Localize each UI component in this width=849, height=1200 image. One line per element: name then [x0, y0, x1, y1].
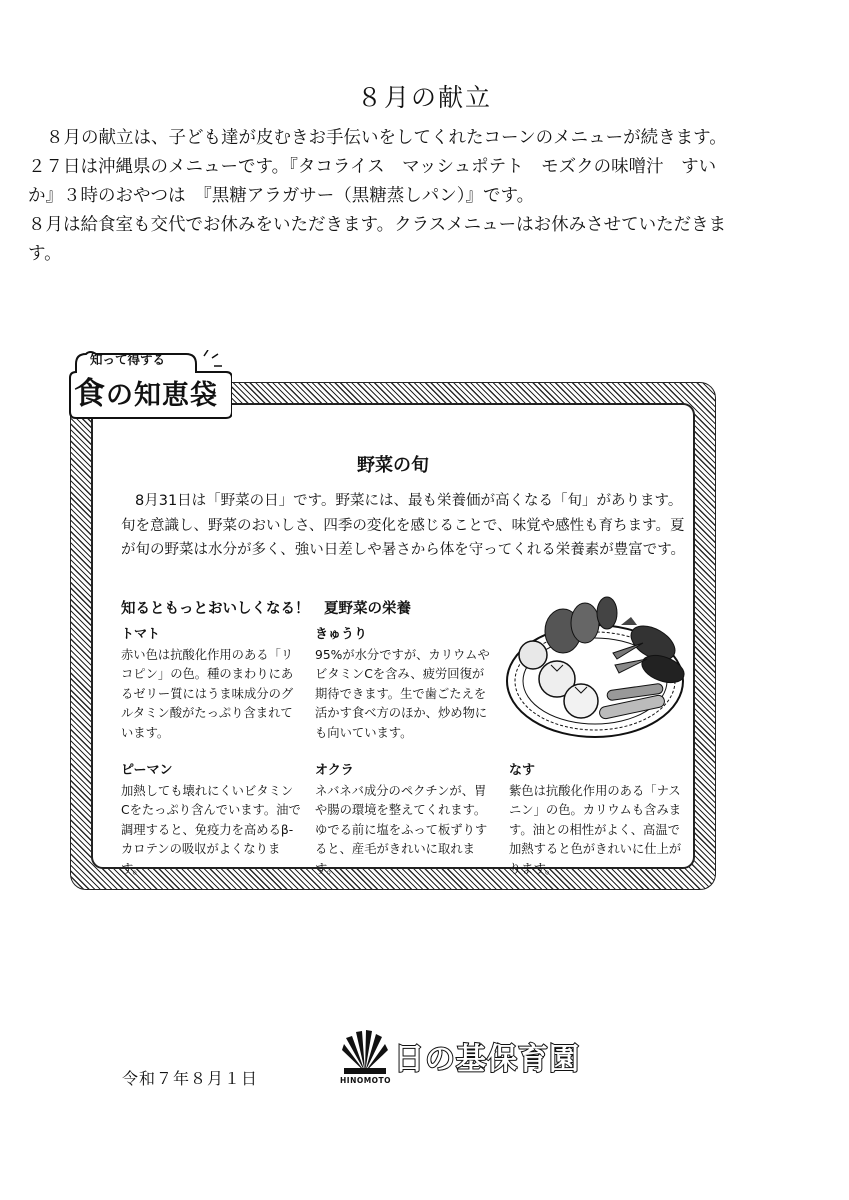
vegetable-okra: [315, 761, 495, 879]
vegetable-name: オクラ: [315, 763, 354, 778]
bag-tag-top: 知って得する: [90, 352, 166, 367]
intro-text: [28, 124, 733, 269]
bag-tag-title-big: 食: [74, 376, 106, 412]
box-body: [121, 489, 696, 563]
box-inner: [91, 403, 695, 876]
section-title: 野菜の旬: [357, 455, 429, 476]
vegetable-eggplant: [509, 761, 689, 879]
knowledge-bag-tab: [64, 350, 232, 422]
vegetable-name: トマト: [121, 627, 161, 642]
sun-rays-logo-icon: [342, 1028, 388, 1074]
vegetable-tomato: [121, 625, 301, 743]
logo-subtext: HINOMOTO: [340, 1076, 392, 1085]
vegetable-text: ネバネバ成分のペクチンが、胃や腸の環境を整えてくれます。ゆでる前に塩をふって板ずりすると、産毛がきれいに取れます。: [315, 783, 488, 876]
page-title: ８月の献立: [356, 83, 492, 112]
vegetable-text: 赤い色は抗酸化作用のある「リコピン」の色。種のまわりにあるゼリー質にはうま味成分のグルタミン酸がたっぷり含まれています。: [121, 647, 294, 740]
vegetable-text: 紫色は抗酸化作用のある「ナスニン」の色。カリウムも含みます。油との相性がよく、高温で加熱すると色がきれいに仕上がります。: [509, 783, 682, 876]
intro-paragraph-2: ８月は給食室も交代でお休みをいただきます。クラスメニューはお休みさせていただきます。: [28, 215, 727, 264]
vegetables-subhead: 知るともっとおいしくなる！ 夏野菜の栄養: [121, 601, 411, 617]
box-frame: [70, 382, 716, 890]
bag-tag-title: [74, 368, 218, 413]
vegetable-text: 加熱しても壊れにくいビタミンCをたっぷり含んでいます。油で調理すると、免疫力を高めるβ-カロテンの吸収がよくなります。: [121, 783, 301, 876]
vegetable-name: きゅうり: [315, 627, 368, 642]
vegetable-basket-illustration: [503, 583, 693, 743]
vegetable-name: ピーマン: [121, 763, 173, 778]
box-body-text: 8月31日は「野菜の日」です。野菜には、最も栄養価が高くなる「旬」があります。旬を意識し、野菜のおいしさ、四季の変化を感じることで、味覚や感性も育ちます。夏が旬の野菜は水分が多く、強い日差しや暑さから体を守ってくれる栄養素が豊富です。: [121, 493, 686, 558]
nursery-logo: [340, 1026, 610, 1086]
vegetable-text: 95%が水分ですが、カリウムやビタミンCを含み、疲労回復が期待できます。生で歯ごたえを活かす食べ方のほか、炒め物にも向いています。: [315, 647, 490, 740]
intro-paragraph-1: ８月の献立は、子ども達が皮むきお手伝いをしてくれたコーンのメニューが続きます。２７日は沖縄県のメニューです。『タコライス マッシュポテト モズクの味噌汁 すいか』３時のおやつは 『黒糖アラガサー（黒糖蒸しパン）』です。: [28, 128, 727, 206]
knowledge-box: [64, 352, 722, 892]
vegetable-pepper: [121, 761, 301, 879]
vegetable-name: なす: [509, 763, 536, 778]
document-date: 令和７年８月１日: [122, 1069, 259, 1088]
logo-name: 日の基保育園: [394, 1042, 580, 1077]
bag-tag-title-rest: の知恵袋: [106, 380, 218, 411]
vegetable-cucumber: [315, 625, 495, 743]
